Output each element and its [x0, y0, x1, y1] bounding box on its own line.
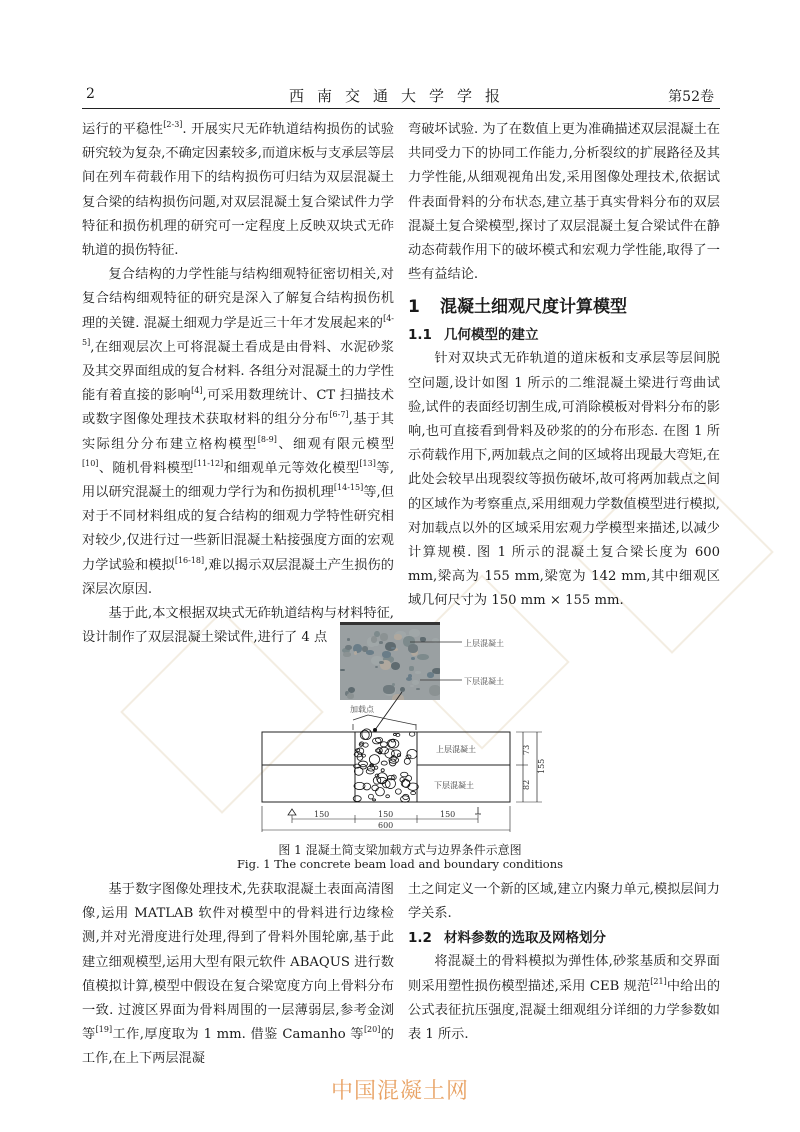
site-watermark: 中国混凝土网: [330, 1079, 469, 1104]
pin-support-icon: [288, 809, 296, 815]
page-number: 2: [86, 86, 95, 102]
text-run: ,可采用数理统计、CT 扫描技术或数字图像处理技术获取材料的组分分布: [82, 388, 394, 428]
citation-ref: [19]: [95, 1025, 113, 1035]
section-heading-1-1: [408, 323, 720, 347]
left-column: [82, 118, 394, 650]
section-number: 1.2: [408, 930, 432, 947]
paragraph: [408, 950, 720, 1047]
citation-ref: [10]: [82, 458, 99, 468]
text-run: 运行的平稳性: [82, 122, 164, 137]
section-heading-1-2: [408, 926, 720, 950]
text-run: 的工作,在上下两层混凝: [82, 1027, 394, 1067]
section-number: 1.1: [408, 327, 432, 344]
figure-1: [250, 612, 550, 832]
dim-total-length: 600: [378, 821, 394, 830]
right-column-bottom: [408, 878, 720, 1047]
citation-ref: [21]: [650, 976, 667, 986]
dim-span-right: 150: [440, 810, 456, 819]
paragraph: [82, 118, 394, 263]
citation-ref: [16-18]: [174, 555, 205, 565]
text-run: 基于数字图像处理技术,先获取混凝土表面高清图像,运用 MATLAB 软件对模型中的骨料进行边缘检测,并对光滑度进行处理,得到了骨料外围轮廓,基于此建立细观模型,运用大型有限元软件 ABAQUS 进行数值模拟计算,模型中假设在复合梁宽度方向上骨料分布一致. 过渡区界面为骨料周围的一层薄弱层,参考金浏等: [82, 882, 394, 1043]
paragraph: [82, 263, 394, 602]
citation-ref: [6-7]: [329, 410, 349, 420]
photo-label-upper: 上层混凝土: [464, 639, 504, 648]
paragraph: 土之间定义一个新的区域,建立内聚力单元,模拟层间力学关系.: [408, 882, 720, 922]
text-run: 、随机骨料模型: [98, 460, 194, 476]
dim-span-mid: 150: [378, 810, 394, 819]
text-run: 将混凝土的骨料模拟为弹性体,砂浆基质和交界面则采用塑性损伤模型描述,采用 CEB 规范: [408, 954, 720, 994]
text-run: 基于此,本文根据双块式无砟轨道结构与材料特征,设计制作了双层混凝土梁试件,进行了 4 点: [82, 606, 394, 646]
text-run: 复合结构的力学性能与结构细观特征密切相关,对复合结构细观特征的研究是深入了解复合结构损伤机理的关键. 混凝土细观力学是近三十年才发展起来的: [82, 267, 394, 331]
citation-ref: [2-3]: [163, 120, 183, 129]
text-run: 、细观有限元模型: [276, 436, 395, 452]
text-run: 等,用以研究混凝土的细观力学行为和伤损机理: [82, 460, 395, 501]
text-run: . 开展实尺无砟轨道结构损伤的试验研究较为复杂,不确定因素较多,而道床板与支承层等层间在列车荷载作用下的结构损伤可归结为双层混凝土复合梁的结构损伤问题,对双层混凝土复合梁试件力学特征和损伤机理的研究可一定程度上反映双块式无砟轨道的损伤特征.: [82, 122, 394, 259]
section-title: 混凝土细观尺度计算模型: [440, 297, 627, 318]
load-point-label: 加载点: [350, 705, 374, 714]
text-run: 和细观单元等效化模型: [223, 460, 360, 476]
text-run: 工作,厚度取为 1 mm. 借鉴 Camanho 等: [112, 1027, 364, 1043]
citation-ref: [11-12]: [193, 458, 224, 468]
beam-diagram: [250, 612, 550, 832]
section-title: 几何模型的建立: [444, 327, 539, 344]
section-title: 材料参数的选取及网格划分: [444, 930, 606, 947]
dim-lower-height: 82: [522, 779, 531, 790]
citation-ref: [4]: [191, 386, 203, 396]
section-heading-1: [408, 294, 720, 320]
running-header: [82, 84, 720, 109]
citation-ref: [14-15]: [333, 483, 364, 493]
dim-span-left: 150: [314, 810, 330, 819]
figure-caption-en: Fig. 1 The concrete beam load and boundary conditions: [236, 857, 564, 871]
intro-paragraph: 弯破坏试验. 为了在数值上更为准确描述双层混凝土在共同受力下的协同工作能力,分析裂纹的扩展路径及其力学性能,从细观视角出发,采用图像处理技术,依据试件表面骨料的分布状态,建立基于真实骨料分布的双层混凝土复合梁模型,探讨了双层混凝土复合梁试件在静动态荷载作用下的破坏模式和宏观力学性能,取得了一些有益结论.: [408, 122, 720, 283]
left-column-bottom: [82, 878, 394, 1072]
citation-ref: [8-9]: [257, 434, 277, 444]
volume-label: 第52卷: [668, 89, 714, 105]
text-run: ,在细观层次上可将混凝土看成是由骨料、水泥砂浆及其交界面组成的复合材料. 各组分对混凝土的力学性能有着直接的影响: [82, 339, 394, 404]
citation-ref: [13]: [359, 458, 376, 468]
section-number: 1: [408, 297, 420, 318]
paragraph: 针对双块式无砟轨道的道床板和支承层等层间脱空问题,设计如图 1 所示的二维混凝土梁进行弯曲试验,试件的表面经切割生成,可消除模板对骨料分布的影响,也可直接看到骨料及砂浆的的分布形态. 在图 1 所示荷载作用下,两加载点之间的区域将出现最大弯矩,在此处会较早出现裂纹等损伤破坏,故可将两加载点之间的区域作为考察重点,采用细观力学数值模型进行模拟,对加载点以外的区域采用宏观力学模型来描述,以减少计算规模. 图 1 所示的混凝土复合梁长度为 600 mm,梁高为 155 mm,梁宽为 142 mm,其中细观区域几何尺寸为 150 mm × 155 mm.: [408, 351, 720, 609]
text-run: ,难以揭示双层混凝土产生损伤的深层次原因.: [82, 557, 394, 597]
figure-caption-cn: 图 1 混凝土简支梁加载方式与边界条件示意图: [278, 843, 522, 857]
text-run: 中给出的公式表征抗压强度,混凝土细观组分详细的力学参数如表 1 所示.: [408, 978, 721, 1043]
text-run: ,基于其实际组分分布建立格构模型: [82, 412, 394, 452]
text-run: 等,但对于不同材料组成的复合结构的细观力学特性研究相对较少,仅进行过一些新旧混凝土粘接强度方面的宏观力学试验和模拟: [82, 485, 394, 573]
journal-title: 西南交通大学学报: [288, 87, 513, 105]
right-column: [408, 118, 720, 614]
citation-ref: [4-5]: [82, 313, 394, 347]
photo-label-lower: 下层混凝土: [464, 677, 504, 686]
load-point-marker: [373, 728, 377, 732]
beam-label-upper: 上层混凝土: [436, 745, 476, 754]
dim-upper-height: 73: [522, 744, 531, 755]
dim-total-height: 155: [537, 758, 546, 774]
beam-label-lower: 下层混凝土: [434, 781, 474, 790]
citation-ref: [20]: [363, 1025, 381, 1035]
paragraph: [82, 878, 394, 1072]
